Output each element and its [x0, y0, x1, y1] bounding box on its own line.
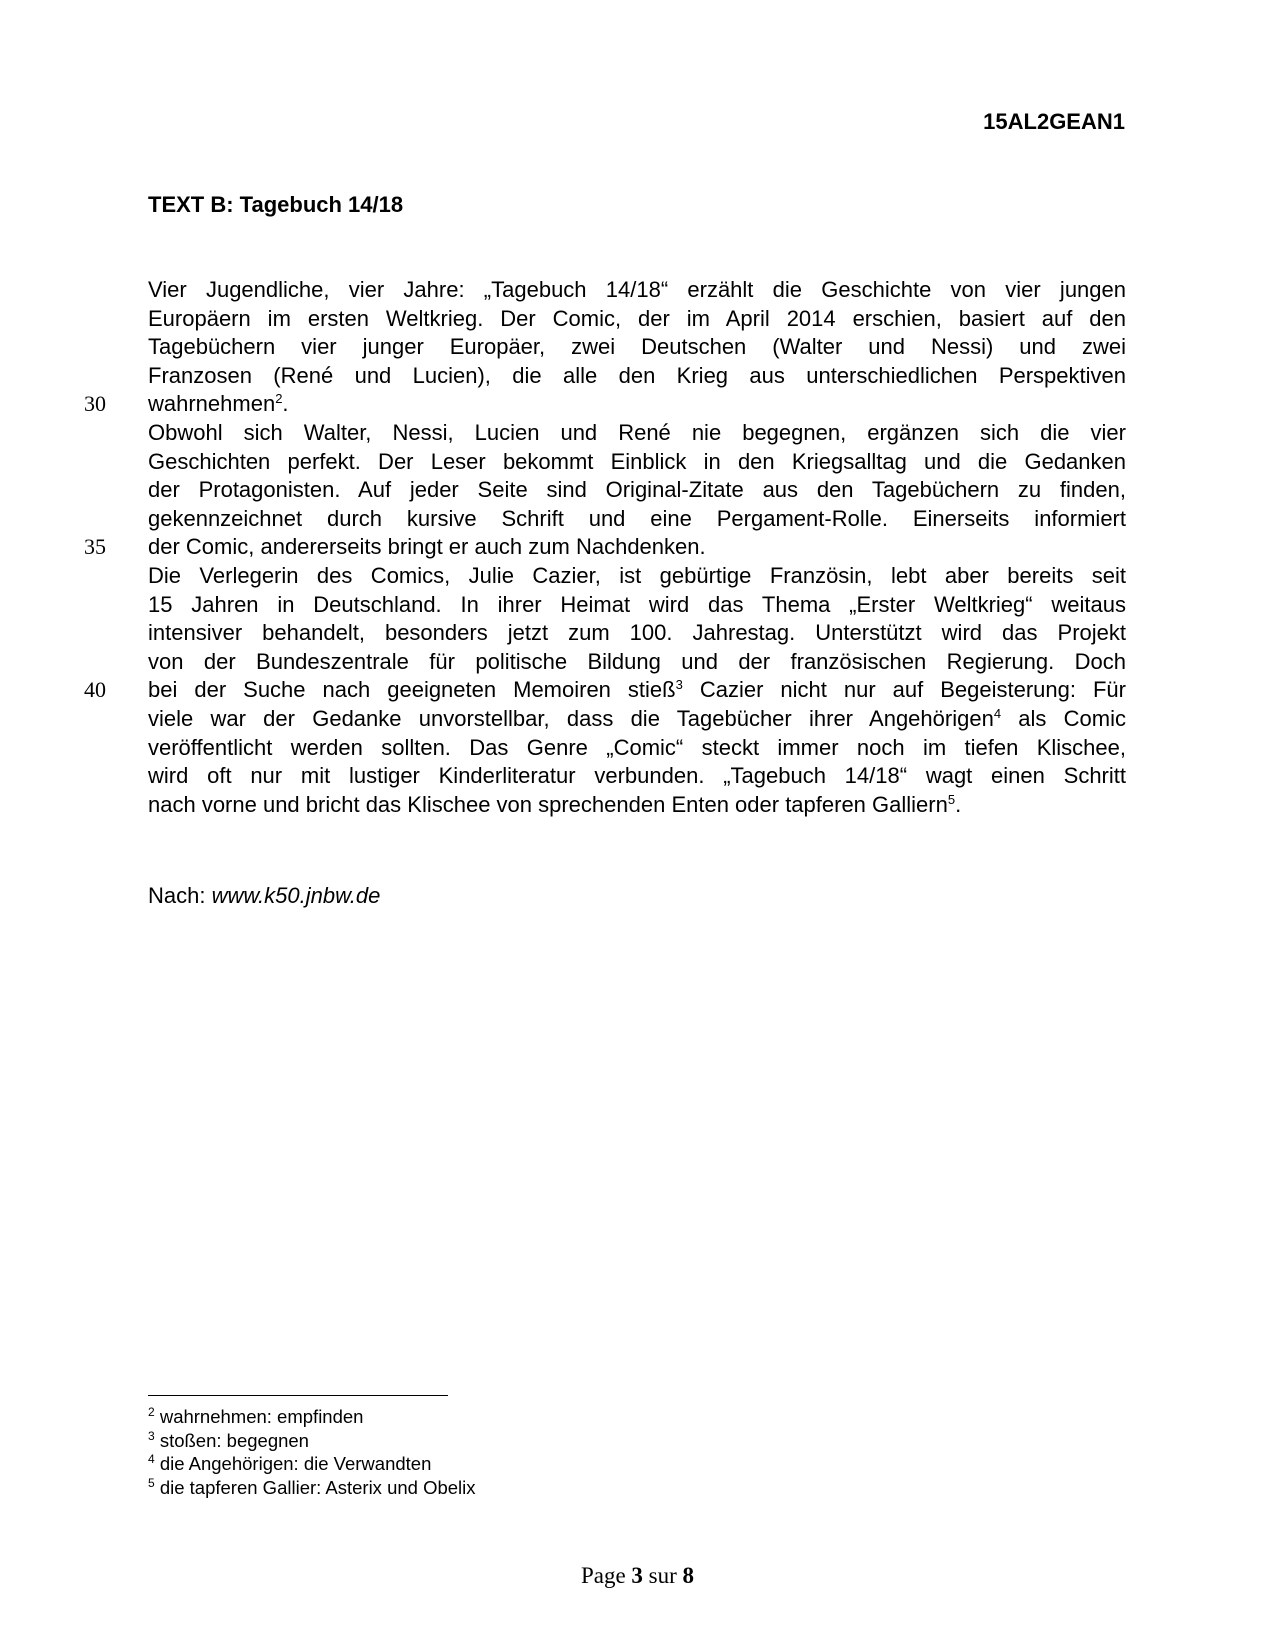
line-text: Die Verlegerin des Comics, Julie Cazier, ist gebürtige Französin, lebt aber bereits seit [148, 562, 1126, 588]
line-text: von der Bundeszentrale für politische Bildung und der französischen Regierung. Doch [148, 648, 1126, 674]
footnotes [148, 1405, 476, 1499]
footnote [148, 1429, 476, 1453]
footnote-ref: 3 [675, 677, 683, 693]
line-text: bei der Suche nach geeigneten Memoiren stieß [148, 677, 676, 703]
text-line [148, 562, 1126, 591]
footnote-number: 4 [148, 1452, 155, 1466]
line-text: wird oft nur mit lustiger Kinderliteratur verbunden. „Tagebuch 14/18“ wagt einen Schritt [148, 763, 1126, 789]
page-number [0, 1562, 1275, 1590]
text-line [148, 705, 1126, 734]
line-text: Tagebüchern vier junger Europäer, zwei Deutschen (Walter und Nessi) und zwei [148, 334, 1126, 360]
line-text: veröffentlicht werden sollten. Das Genre „Comic“ steckt immer noch im tiefen Klischee, [148, 734, 1126, 760]
footnote-number: 3 [148, 1428, 155, 1443]
text-line [148, 762, 1126, 791]
line-text: Obwohl sich Walter, Nessi, Lucien und René nie begegnen, ergänzen sich die vier [148, 419, 1126, 445]
line-number: 40 [84, 677, 106, 703]
text-line [148, 505, 1126, 534]
text-line [148, 390, 1126, 419]
text-line [148, 419, 1126, 448]
line-text: Geschichten perfekt. Der Leser bekommt Einblick in den Kriegsalltag und die Gedanken [148, 448, 1126, 474]
page-middle: sur [642, 1563, 683, 1588]
footnote-text: die tapferen Gallier: Asterix und Obelix [154, 1476, 476, 1498]
text-line [148, 734, 1126, 763]
line-text-continued: . [282, 391, 289, 417]
text-line [148, 305, 1126, 334]
line-text: gekennzeichnet durch kursive Schrift und eine Pergament-Rolle. Einerseits informiert [148, 505, 1126, 531]
line-text-continued: . [955, 791, 962, 817]
text-line [148, 362, 1126, 391]
line-text: der Protagonisten. Auf jeder Seite sind Original-Zitate aus den Tagebüchern zu finden, [148, 477, 1126, 503]
footnote-ref: 2 [275, 391, 283, 407]
text-line [148, 333, 1126, 362]
footnote-text: wahrnehmen: empfinden [154, 1406, 364, 1427]
source-citation [148, 882, 380, 910]
text-line [148, 619, 1126, 648]
footnote [148, 1452, 476, 1476]
footnote-ref: 5 [947, 791, 956, 807]
text-line [148, 276, 1126, 305]
document-code: 15AL2GEAN1 [983, 109, 1125, 134]
line-text: nach vorne und bricht das Klischee von sprechenden Enten oder tapferen Galliern [148, 791, 948, 817]
footnote-text: stoßen: begegnen [154, 1429, 309, 1451]
footnote-ref: 4 [993, 705, 1002, 721]
text-line [148, 533, 1126, 562]
line-text: wahrnehmen [148, 391, 276, 417]
text-line [148, 676, 1126, 705]
line-text: 15 Jahren in Deutschland. In ihrer Heimat wird das Thema „Erster Weltkrieg“ weitaus [148, 591, 1126, 617]
page-total: 8 [682, 1563, 695, 1588]
footnote-number: 5 [148, 1475, 155, 1490]
line-text: intensiver behandelt, besonders jetzt zum 100. Jahrestag. Unterstützt wird das Projekt [148, 620, 1126, 646]
line-text: der Comic, andererseits bringt er auch zum Nachdenken. [148, 534, 706, 560]
text-line [148, 448, 1126, 477]
text-line [148, 591, 1126, 620]
line-text: viele war der Gedanke unvorstellbar, dass die Tagebücher ihrer Angehörigen [148, 705, 994, 731]
line-text: Franzosen (René und Lucien), die alle den Krieg aus unterschiedlichen Perspektiven [148, 362, 1126, 388]
line-text-continued: als Comic [1001, 705, 1126, 731]
article-body [148, 276, 1126, 819]
source-prefix: Nach: [148, 883, 212, 908]
text-line [148, 648, 1126, 677]
page-prefix: Page [580, 1563, 632, 1588]
line-text-continued: Cazier nicht nur auf Begeisterung: Für [682, 677, 1126, 703]
footnote [148, 1405, 476, 1429]
line-text: Vier Jugendliche, vier Jahre: „Tagebuch 14/18“ erzählt die Geschichte von vier jungen [148, 277, 1126, 302]
footnote-separator [148, 1395, 448, 1396]
text-line [148, 791, 1126, 820]
text-title: TEXT B: Tagebuch 14/18 [148, 192, 404, 217]
footnote-number: 2 [148, 1405, 155, 1419]
line-number: 30 [84, 391, 106, 417]
line-number: 35 [84, 534, 106, 560]
footnote [148, 1476, 476, 1500]
line-text: Europäern im ersten Weltkrieg. Der Comic, der im April 2014 erschien, basiert auf den [148, 305, 1126, 331]
footnote-text: die Angehörigen: die Verwandten [154, 1453, 432, 1474]
text-line [148, 476, 1126, 505]
source-url: www.k50.jnbw.de [211, 883, 381, 908]
page-current: 3 [631, 1563, 643, 1588]
